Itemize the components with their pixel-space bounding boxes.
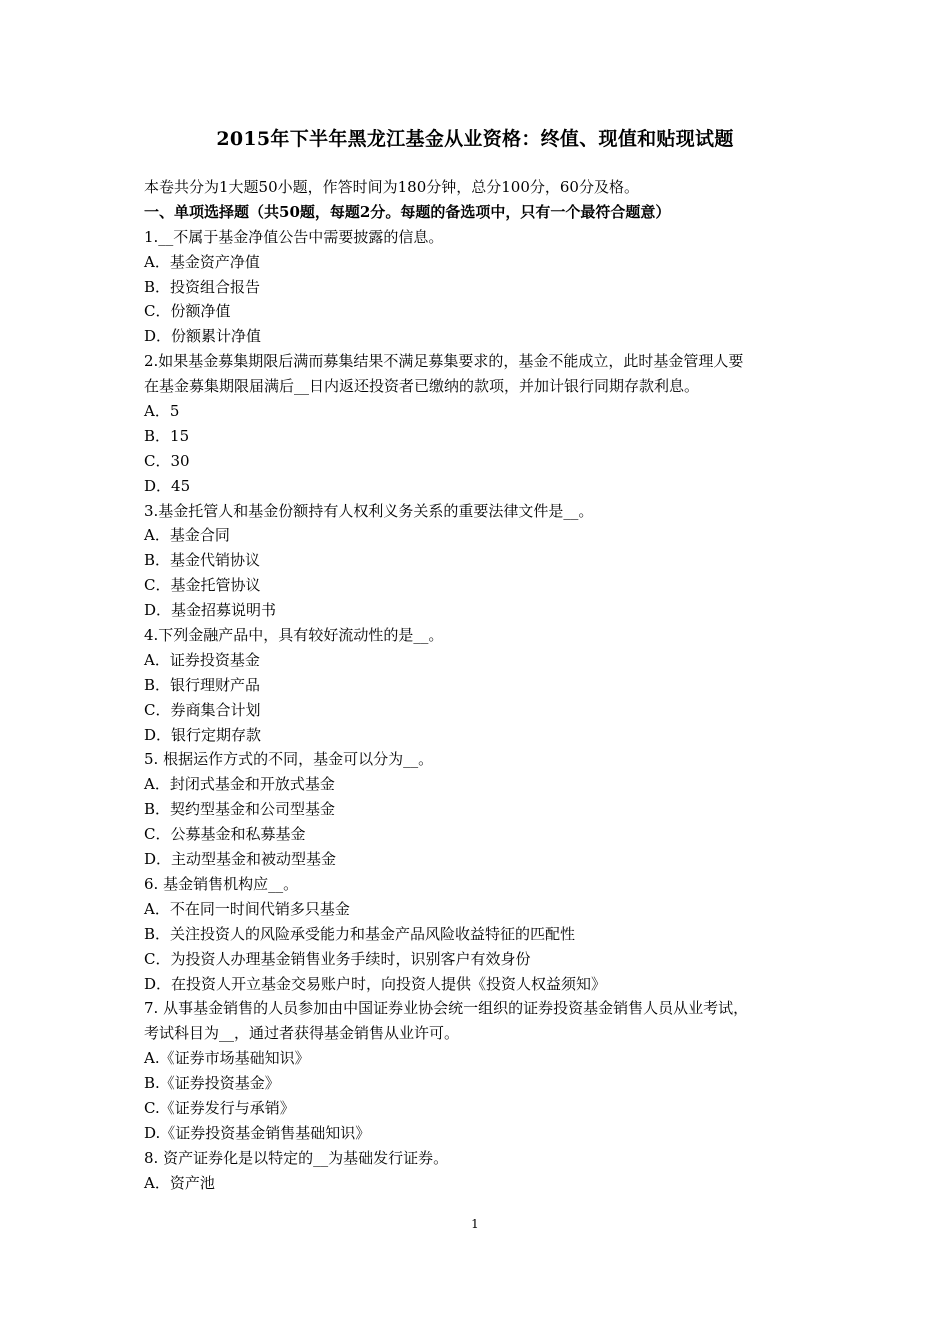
option-a: A．资产池 (144, 1173, 215, 1192)
option-c: C．份额净值 (144, 302, 231, 321)
question (144, 225, 824, 349)
question-text: 4.下列金融产品中，具有较好流动性的是__。 (144, 626, 444, 645)
option-c: C．基金托管协议 (144, 576, 261, 595)
question-text-continued: 在基金募集期限届满后__日内返还投资者已缴纳的款项，并加计银行同期存款利息。 (144, 377, 700, 396)
option-a: A．基金资产净值 (144, 252, 260, 271)
question (144, 1146, 824, 1196)
question-text-continued: 考试科目为__，通过者获得基金销售从业许可。 (144, 1024, 460, 1043)
question (144, 872, 824, 996)
document-body (144, 175, 824, 1196)
option-d: D．在投资人开立基金交易账户时，向投资人提供《投资人权益须知》 (144, 974, 607, 993)
option-c: C.《证券发行与承销》 (144, 1098, 295, 1117)
option-d: D.《证券投资基金销售基础知识》 (144, 1123, 371, 1142)
option-b: B．15 (144, 426, 190, 445)
option-a: A．封闭式基金和开放式基金 (144, 775, 335, 794)
option-c: C．为投资人办理基金销售业务手续时，识别客户有效身份 (144, 949, 531, 968)
option-a: A．基金合同 (144, 526, 230, 545)
question-text: 2.如果基金募集期限后满而募集结果不满足募集要求的，基金不能成立，此时基金管理人要 (144, 352, 744, 371)
option-d: D．基金招募说明书 (144, 601, 277, 620)
option-c: C．券商集合计划 (144, 700, 261, 719)
option-d: D．45 (144, 476, 191, 495)
page-number: 1 (471, 1217, 479, 1231)
page-title: 2015年下半年黑龙江基金从业资格：终值、现值和贴现试题 (216, 128, 734, 150)
section-heading: 一、单项选择题（共50题，每题2分。每题的备选项中，只有一个最符合题意） (144, 202, 671, 221)
option-a: A.《证券市场基础知识》 (144, 1049, 310, 1068)
option-a: A．证券投资基金 (144, 650, 260, 669)
option-c: C．30 (144, 451, 190, 470)
option-b: B．投资组合报告 (144, 277, 261, 296)
question-text: 8. 资产证券化是以特定的__为基础发行证券。 (144, 1148, 449, 1167)
question-text: 7. 从事基金销售的人员参加由中国证券业协会统一组织的证券投资基金销售人员从业考试， (144, 999, 749, 1018)
question (144, 623, 824, 747)
option-d: D．份额累计净值 (144, 327, 262, 346)
option-d: D．银行定期存款 (144, 725, 262, 744)
option-b: B．契约型基金和公司型基金 (144, 800, 336, 819)
question-text: 5. 根据运作方式的不同，基金可以分为__。 (144, 750, 434, 769)
question-text: 1.__不属于基金净值公告中需要披露的信息。 (144, 227, 444, 246)
option-b: B．银行理财产品 (144, 675, 261, 694)
question-text: 3.基金托管人和基金份额持有人权利义务关系的重要法律文件是__。 (144, 501, 594, 520)
intro-text: 本卷共分为1大题50小题，作答时间为180分钟，总分100分，60分及格。 (144, 178, 639, 196)
option-b: B.《证券投资基金》 (144, 1074, 280, 1093)
question (144, 349, 824, 498)
option-b: B．关注投资人的风险承受能力和基金产品风险收益特征的匹配性 (144, 924, 576, 943)
question (144, 499, 824, 623)
option-d: D．主动型基金和被动型基金 (144, 850, 337, 869)
option-a: A．不在同一时间代销多只基金 (144, 899, 350, 918)
question-text: 6. 基金销售机构应__。 (144, 874, 299, 893)
question (144, 996, 824, 1145)
option-a: A．5 (144, 402, 180, 421)
question (144, 747, 824, 871)
option-c: C．公募基金和私募基金 (144, 825, 306, 844)
option-b: B．基金代销协议 (144, 551, 261, 570)
